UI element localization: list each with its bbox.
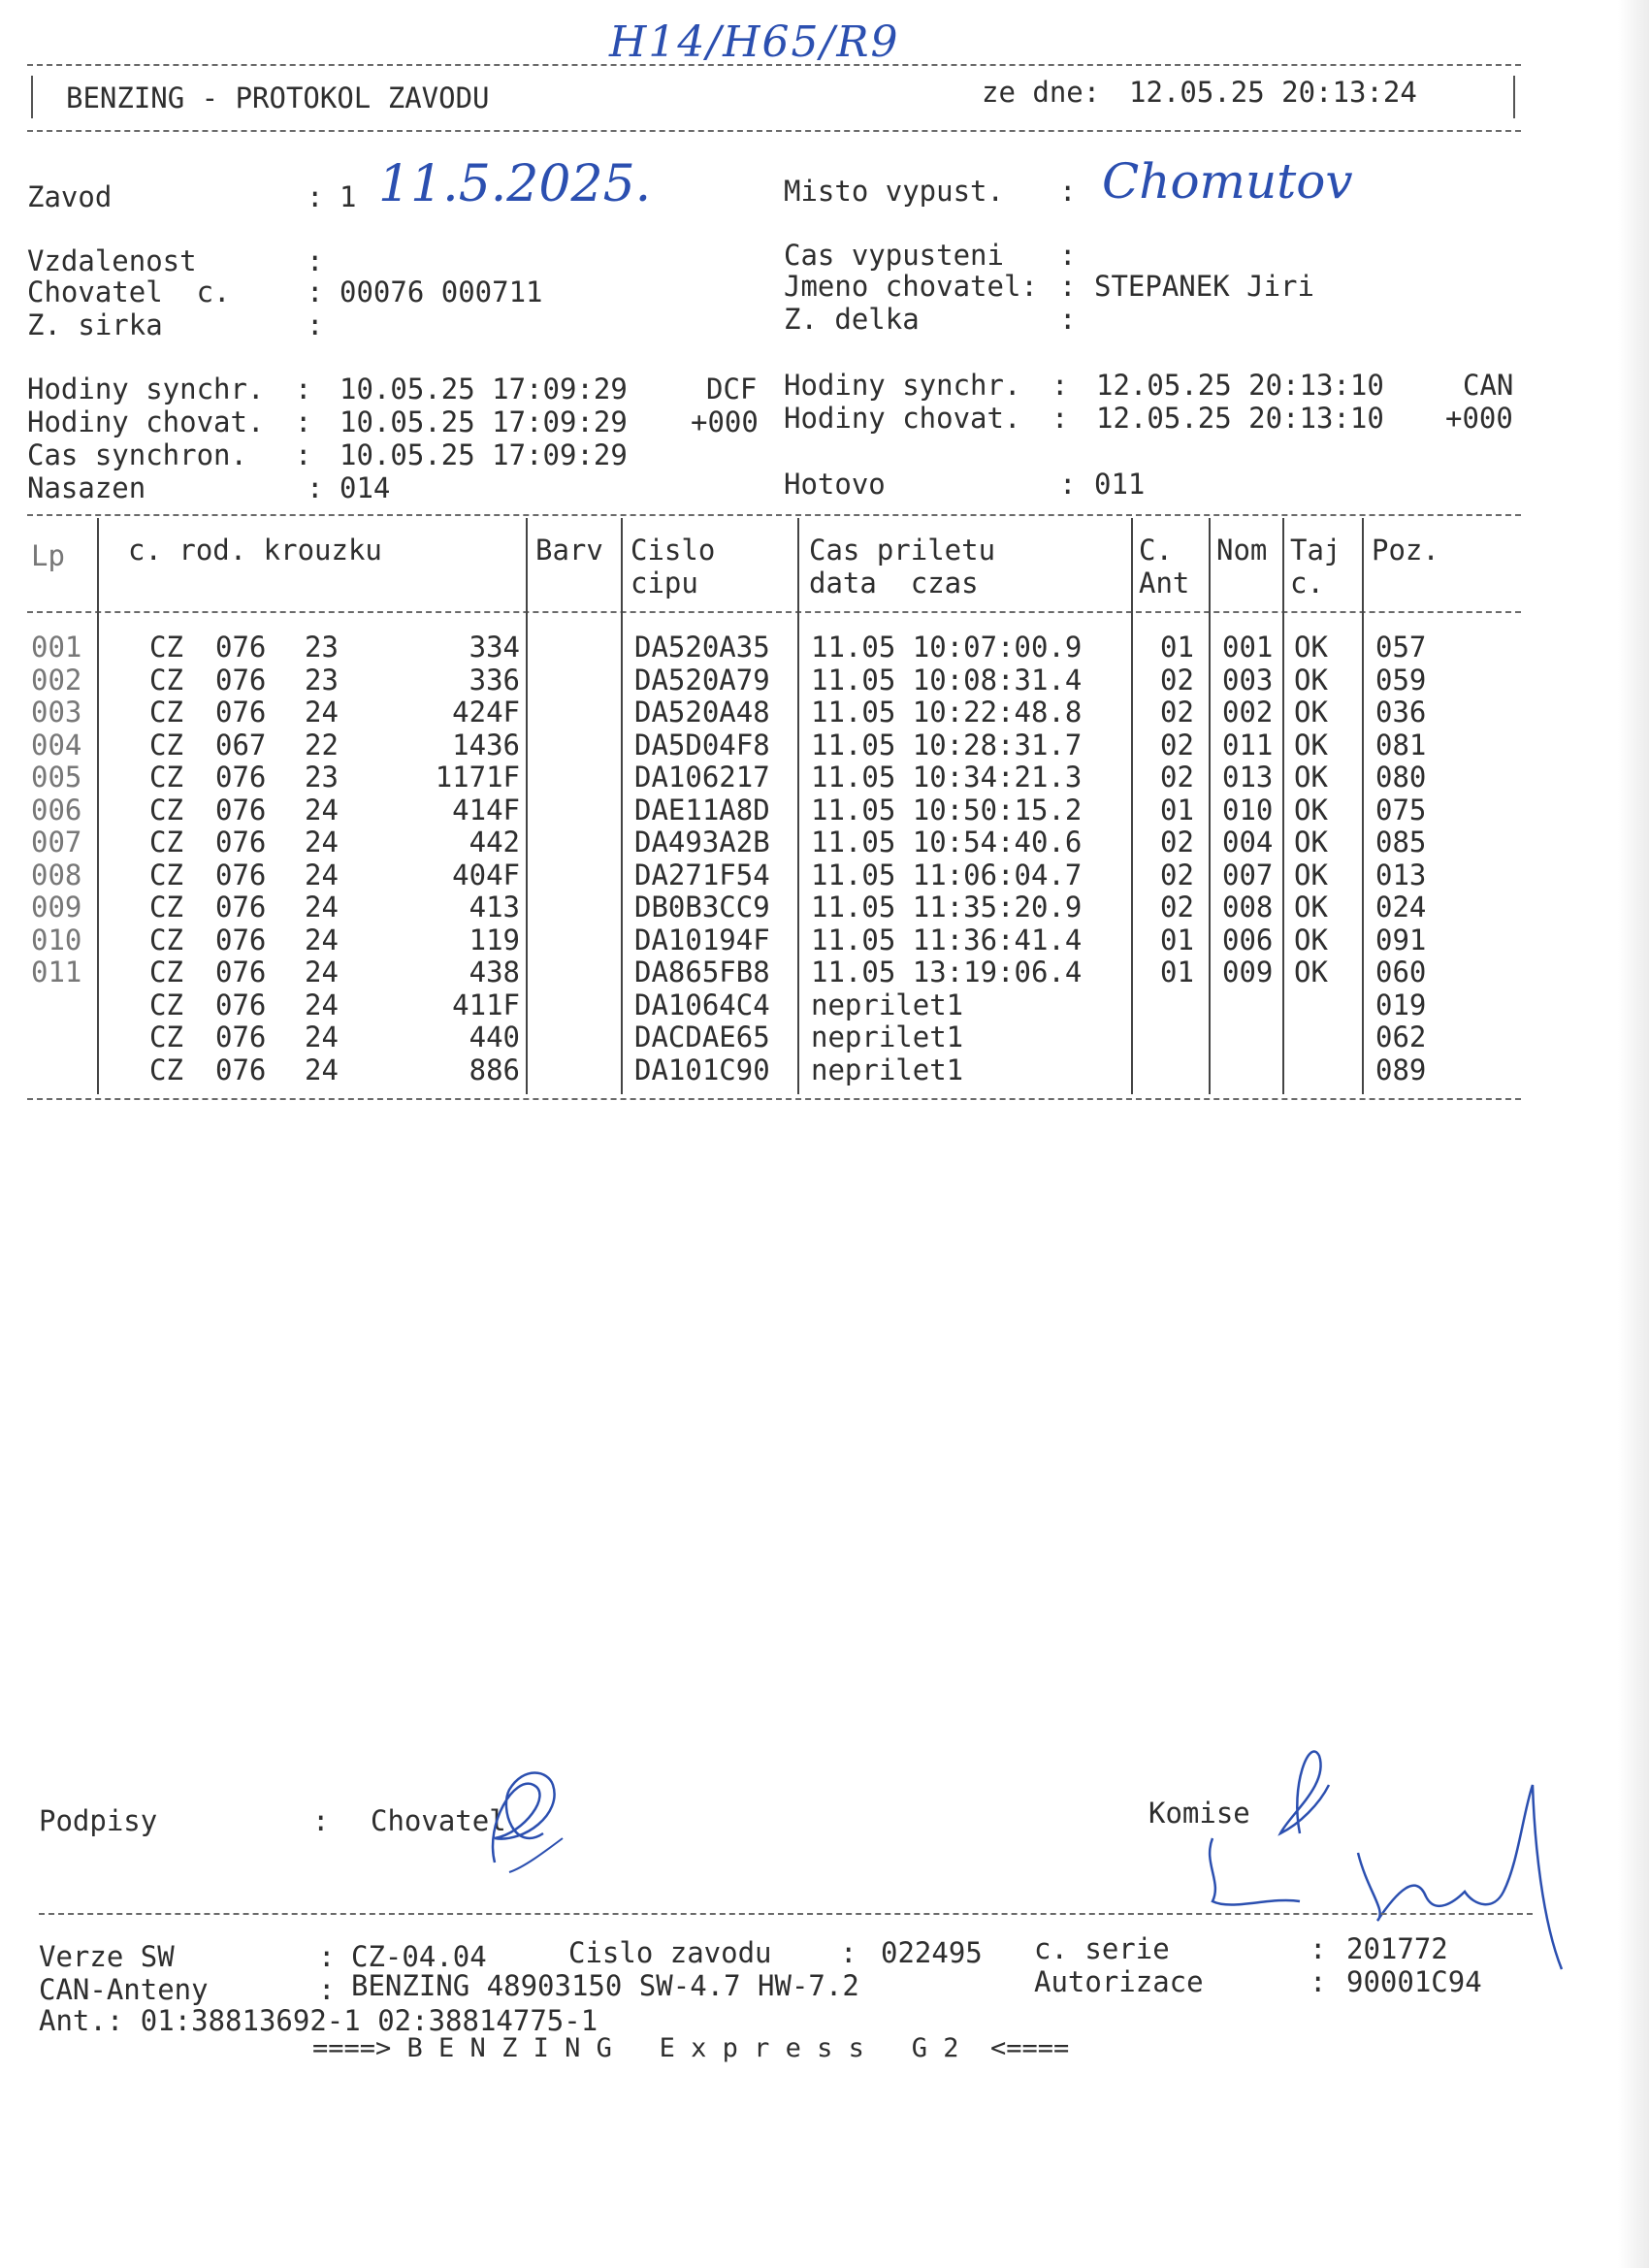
cell-nom: 006	[1222, 923, 1274, 956]
cell-time: 11.05 10:28:31.7	[811, 728, 1083, 761]
cislo-zavodu-value: 022495	[881, 1936, 983, 1969]
cell-nom: 008	[1222, 891, 1274, 923]
cell-taj: OK	[1294, 793, 1328, 826]
cell-org: 076	[215, 988, 267, 1021]
sirka-label: Z. sirka	[27, 308, 163, 341]
cell-country: CZ	[149, 696, 183, 729]
cell-ring: 440	[469, 1021, 520, 1053]
clock-left-label-3: Cas synchron.	[27, 438, 247, 471]
cell-taj: OK	[1294, 923, 1328, 956]
cell-org: 067	[215, 728, 267, 761]
cislo-zavodu-label: Cislo zavodu	[568, 1936, 772, 1969]
jmeno-label: Jmeno chovatel:	[784, 270, 1038, 303]
clock-right-label-1: Hodiny synchr.	[784, 369, 1021, 402]
header-krouzek: c. rod. krouzku	[128, 534, 382, 567]
chovatel-signature-label: Chovatel	[371, 1804, 506, 1837]
header-cislo-1: Cislo	[630, 534, 716, 567]
clock-left-extra-1: DCF	[706, 373, 758, 405]
col-sep	[797, 518, 799, 1094]
cell-time: 11.05 10:54:40.6	[811, 826, 1083, 859]
header-nom: Nom	[1216, 534, 1268, 567]
cell-nom: 007	[1222, 858, 1274, 891]
header-barv: Barv	[535, 534, 603, 567]
cell-lp: 011	[31, 956, 82, 988]
col-sep	[97, 518, 99, 1094]
header-ant-1: C.	[1139, 534, 1173, 567]
table-header-rule	[27, 611, 1521, 613]
cell-country: CZ	[149, 1053, 183, 1086]
can-value: BENZING 48903150 SW-4.7 HW-7.2	[351, 1969, 859, 2002]
cell-nom: 002	[1222, 696, 1274, 729]
cell-time: 11.05 11:06:04.7	[811, 858, 1083, 891]
cell-chip: DA1064C4	[634, 988, 770, 1021]
cell-ant: 01	[1160, 923, 1194, 956]
cell-taj: OK	[1294, 891, 1328, 923]
cell-year: 23	[305, 663, 339, 697]
podpisy-label: Podpisy	[39, 1804, 158, 1837]
cell-org: 076	[215, 1021, 267, 1053]
cell-country: CZ	[149, 793, 183, 826]
cell-ant: 02	[1160, 696, 1194, 729]
header-date-value: 12.05.25 20:13:24	[1129, 76, 1417, 109]
cell-poz: 085	[1375, 826, 1427, 859]
clock-left-extra-2: +000	[691, 405, 759, 438]
cell-org: 076	[215, 858, 267, 891]
cell-time: neprilet1	[811, 1053, 964, 1086]
cell-chip: DAE11A8D	[634, 793, 770, 826]
cell-chip: DA520A79	[634, 663, 770, 697]
header-ant-2: Ant	[1139, 567, 1190, 599]
cell-lp: 006	[31, 793, 82, 826]
cell-taj: OK	[1294, 761, 1328, 794]
cell-ant: 02	[1160, 663, 1194, 697]
cell-nom: 011	[1222, 728, 1274, 761]
header-lp: Lp	[31, 539, 65, 572]
cell-ring: 886	[469, 1053, 520, 1086]
cell-nom: 001	[1222, 631, 1274, 664]
cell-lp: 008	[31, 858, 82, 891]
cell-lp: 001	[31, 631, 82, 664]
handwritten-top-code: H14/H65/R9	[609, 17, 900, 67]
cell-org: 076	[215, 891, 267, 923]
cell-country: CZ	[149, 891, 183, 923]
cell-country: CZ	[149, 858, 183, 891]
col-sep	[1209, 518, 1211, 1094]
cell-country: CZ	[149, 631, 183, 664]
cell-org: 076	[215, 696, 267, 729]
cell-ant: 01	[1160, 956, 1194, 988]
cell-chip: DA101C90	[634, 1053, 770, 1086]
table-top-rule	[27, 514, 1521, 516]
cell-chip: DACDAE65	[634, 1021, 770, 1053]
col-sep	[621, 518, 623, 1094]
header-left-border	[31, 76, 33, 118]
cell-time: 11.05 11:36:41.4	[811, 923, 1083, 956]
cell-poz: 036	[1375, 696, 1427, 729]
misto-label: Misto vypust.	[784, 175, 1004, 208]
chovatel-value: 00076 000711	[340, 275, 543, 308]
cell-year: 24	[305, 923, 339, 956]
cell-org: 076	[215, 923, 267, 956]
cell-ring: 438	[469, 956, 520, 988]
cell-time: 11.05 13:19:06.4	[811, 956, 1083, 988]
vzdalenost-label: Vzdalenost	[27, 244, 197, 277]
clock-right-extra-2: +000	[1445, 402, 1513, 435]
table-bottom-rule	[27, 1098, 1521, 1100]
cell-taj: OK	[1294, 826, 1328, 859]
cell-lp: 007	[31, 826, 82, 859]
nasazen-label: Nasazen	[27, 471, 146, 504]
scan-edge-shadow	[1618, 0, 1649, 2268]
clock-left-label-1: Hodiny synchr.	[27, 373, 265, 405]
cell-ant: 02	[1160, 761, 1194, 794]
cell-poz: 057	[1375, 631, 1427, 664]
cell-chip: DA520A35	[634, 631, 770, 664]
col-sep	[526, 518, 528, 1094]
verze-label: Verze SW	[39, 1940, 175, 1973]
cell-poz: 024	[1375, 891, 1427, 923]
cell-ring: 1436	[452, 728, 520, 761]
cell-year: 24	[305, 1021, 339, 1053]
cell-country: CZ	[149, 728, 183, 761]
cell-chip: DA865FB8	[634, 956, 770, 988]
verze-value: CZ-04.04	[351, 1940, 487, 1973]
cell-org: 076	[215, 1053, 267, 1086]
clock-left-value-3: 10.05.25 17:09:29	[340, 438, 628, 471]
hotovo-label: Hotovo	[784, 468, 886, 501]
cell-org: 076	[215, 826, 267, 859]
serie-label: c. serie	[1034, 1932, 1170, 1965]
header-right-border	[1513, 76, 1515, 118]
cell-taj: OK	[1294, 663, 1328, 697]
jmeno-value: STEPANEK Jiri	[1094, 270, 1314, 303]
col-sep	[1362, 518, 1364, 1094]
header-taj-2: c.	[1290, 567, 1324, 599]
cell-taj: OK	[1294, 728, 1328, 761]
cell-lp: 009	[31, 891, 82, 923]
cell-chip: DA5D04F8	[634, 728, 770, 761]
cell-ring: 413	[469, 891, 520, 923]
cell-nom: 003	[1222, 663, 1274, 697]
clock-right-extra-1: CAN	[1463, 369, 1514, 402]
cell-nom: 009	[1222, 956, 1274, 988]
cell-ring: 404F	[452, 858, 520, 891]
cell-ant: 02	[1160, 826, 1194, 859]
cell-year: 24	[305, 858, 339, 891]
cell-year: 24	[305, 826, 339, 859]
serie-value: 201772	[1346, 1932, 1448, 1965]
cell-ant: 01	[1160, 793, 1194, 826]
cell-country: CZ	[149, 988, 183, 1021]
cell-ring: 414F	[452, 793, 520, 826]
header-date-label: ze dne:	[982, 76, 1101, 109]
col-sep	[1282, 518, 1284, 1094]
header-bottom-rule	[27, 130, 1521, 132]
cell-ant: 01	[1160, 631, 1194, 664]
cell-ant: 02	[1160, 891, 1194, 923]
cell-poz: 091	[1375, 923, 1427, 956]
header-taj-1: Taj	[1290, 534, 1342, 567]
brand-line: ====> B E N Z I N G E x p r e s s G 2 <====	[312, 2033, 1070, 2063]
clock-right-value-1: 12.05.25 20:13:10	[1096, 369, 1384, 402]
cell-poz: 059	[1375, 663, 1427, 697]
cell-poz: 080	[1375, 761, 1427, 794]
clock-left-label-2: Hodiny chovat.	[27, 405, 265, 438]
header-cas-1: Cas priletu	[809, 534, 996, 567]
can-label: CAN-Anteny	[39, 1973, 209, 2006]
cell-nom: 013	[1222, 761, 1274, 794]
cell-taj: OK	[1294, 631, 1328, 664]
clock-right-value-2: 12.05.25 20:13:10	[1096, 402, 1384, 435]
cell-chip: DA106217	[634, 761, 770, 794]
cell-poz: 019	[1375, 988, 1427, 1021]
cell-taj: OK	[1294, 696, 1328, 729]
cell-ant: 02	[1160, 858, 1194, 891]
delka-label: Z. delka	[784, 303, 920, 336]
cell-year: 24	[305, 956, 339, 988]
cell-nom: 004	[1222, 826, 1274, 859]
cell-country: CZ	[149, 1021, 183, 1053]
cell-time: neprilet1	[811, 1021, 964, 1053]
header-top-rule	[27, 64, 1521, 66]
cell-chip: DA10194F	[634, 923, 770, 956]
cell-org: 076	[215, 956, 267, 988]
cell-poz: 060	[1375, 956, 1427, 988]
cell-year: 23	[305, 631, 339, 664]
cell-org: 076	[215, 663, 267, 697]
cell-ring: 336	[469, 663, 520, 697]
cas-vypusteni-label: Cas vypusteni	[784, 239, 1004, 272]
footer-rule	[39, 1913, 1533, 1915]
cell-ring: 1171F	[435, 761, 520, 794]
chovatel-signature	[456, 1746, 592, 1882]
cell-chip: DA520A48	[634, 696, 770, 729]
cell-poz: 081	[1375, 728, 1427, 761]
clock-left-value-1: 10.05.25 17:09:29	[340, 373, 628, 405]
clock-right-label-2: Hodiny chovat.	[784, 402, 1021, 435]
cell-country: CZ	[149, 663, 183, 697]
hotovo-value: 011	[1094, 468, 1146, 501]
cell-time: 11.05 10:08:31.4	[811, 663, 1083, 697]
cell-year: 23	[305, 761, 339, 794]
cell-time: 11.05 11:35:20.9	[811, 891, 1083, 923]
cell-time: 11.05 10:07:00.9	[811, 631, 1083, 664]
cell-lp: 002	[31, 663, 82, 697]
cell-org: 076	[215, 793, 267, 826]
autorizace-value: 90001C94	[1346, 1965, 1482, 1998]
cell-year: 24	[305, 891, 339, 923]
col-sep	[1131, 518, 1133, 1094]
cell-lp: 005	[31, 761, 82, 794]
cell-org: 076	[215, 761, 267, 794]
ant-line: Ant.: 01:38813692-1 02:38814775-1	[39, 2004, 598, 2037]
zavod-label: Zavod	[27, 180, 113, 213]
komise-label: Komise	[1148, 1797, 1250, 1830]
cell-year: 22	[305, 728, 339, 761]
cell-chip: DA271F54	[634, 858, 770, 891]
cell-ant: 02	[1160, 728, 1194, 761]
cell-poz: 013	[1375, 858, 1427, 891]
header-cas-2: data czas	[809, 567, 979, 599]
cell-year: 24	[305, 988, 339, 1021]
cell-time: neprilet1	[811, 988, 964, 1021]
cell-time: 11.05 10:50:15.2	[811, 793, 1083, 826]
chovatel-label: Chovatel c.	[27, 275, 231, 308]
cell-poz: 075	[1375, 793, 1427, 826]
cell-country: CZ	[149, 826, 183, 859]
cell-lp: 010	[31, 923, 82, 956]
cell-ring: 334	[469, 631, 520, 664]
handwritten-release-place: Chomutov	[1102, 153, 1353, 210]
cell-chip: DB0B3CC9	[634, 891, 770, 923]
cell-nom: 010	[1222, 793, 1274, 826]
zavod-value: 1	[340, 180, 357, 213]
header-poz: Poz.	[1372, 534, 1439, 567]
handwritten-race-date: 11.5.2025.	[378, 155, 652, 213]
cell-lp: 004	[31, 728, 82, 761]
cell-year: 24	[305, 1053, 339, 1086]
cell-country: CZ	[149, 761, 183, 794]
cell-time: 11.05 10:22:48.8	[811, 696, 1083, 729]
cell-org: 076	[215, 631, 267, 664]
cell-poz: 062	[1375, 1021, 1427, 1053]
cell-ring: 442	[469, 826, 520, 859]
cell-poz: 089	[1375, 1053, 1427, 1086]
autorizace-label: Autorizace	[1034, 1965, 1204, 1998]
cell-year: 24	[305, 793, 339, 826]
cell-chip: DA493A2B	[634, 826, 770, 859]
cell-taj: OK	[1294, 956, 1328, 988]
cell-country: CZ	[149, 923, 183, 956]
cell-ring: 119	[469, 923, 520, 956]
cell-ring: 411F	[452, 988, 520, 1021]
cell-country: CZ	[149, 956, 183, 988]
cell-time: 11.05 10:34:21.3	[811, 761, 1083, 794]
cell-lp: 003	[31, 696, 82, 729]
clock-left-value-2: 10.05.25 17:09:29	[340, 405, 628, 438]
cell-year: 24	[305, 696, 339, 729]
protocol-title: BENZING - PROTOKOL ZAVODU	[66, 81, 490, 114]
nasazen-value: 014	[340, 471, 391, 504]
cell-taj: OK	[1294, 858, 1328, 891]
header-cislo-2: cipu	[630, 567, 698, 599]
cell-ring: 424F	[452, 696, 520, 729]
